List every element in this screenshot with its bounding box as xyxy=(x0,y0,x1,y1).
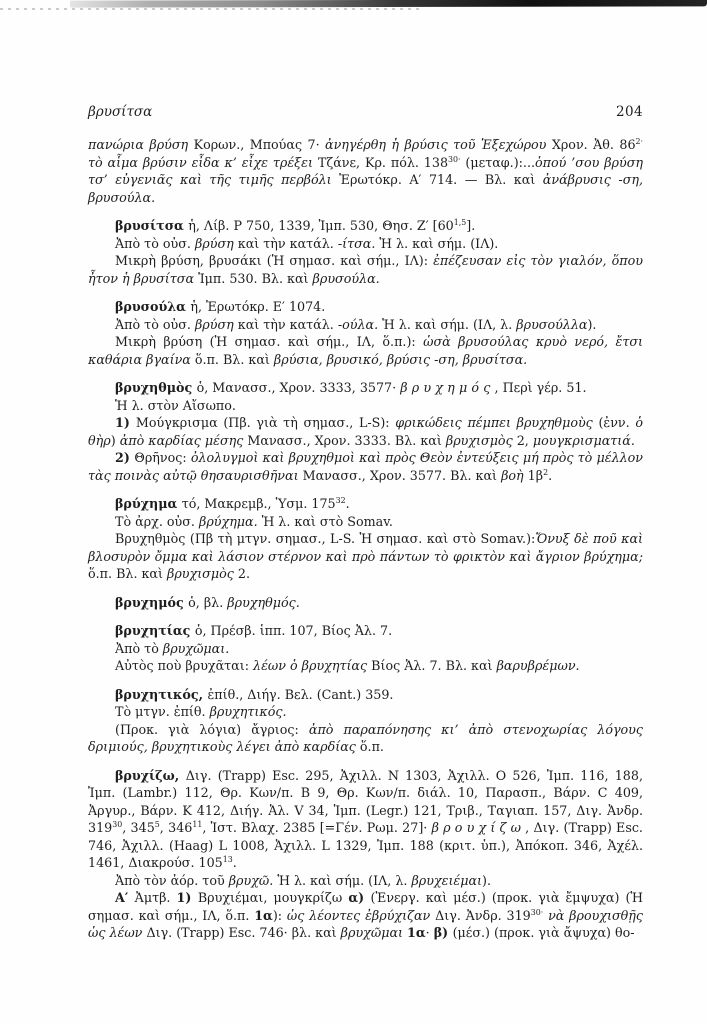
text-segment: 2, xyxy=(516,432,533,448)
text-segment: Θρῆνος: xyxy=(134,450,191,465)
dictionary-text xyxy=(88,136,643,942)
text-segment: Ἐρωτόκρ. Α′ 714. — Βλ. καὶ xyxy=(339,172,543,187)
text-paragraph xyxy=(88,235,643,253)
text-paragraph xyxy=(88,449,643,484)
text-segment: Μικρὴ βρύση, βρυσάκι (Ἡ σημασ. καὶ σήμ., ΙΛ): xyxy=(115,253,434,268)
text-segment: Ἡ λ. καὶ σήμ. (ΙΛ, λ. xyxy=(277,872,412,888)
scan-edge-artifact xyxy=(0,0,707,14)
text-segment: ἀπὸ καρδίας μέσης xyxy=(119,432,248,448)
text-segment: , 346 xyxy=(159,820,193,835)
text-segment: βρυχῶμαι. xyxy=(162,640,230,656)
text-segment: Τὸ ἀρχ. οὐσ. xyxy=(115,513,199,529)
text-segment: 2· xyxy=(635,136,644,146)
text-segment: βρουχίζω xyxy=(431,820,526,835)
text-segment: , Περὶ γέρ. 51. xyxy=(494,380,587,395)
text-segment: 1) xyxy=(115,415,136,430)
text-segment: Αὐτὸς ποὺ βρυχᾶται: xyxy=(115,658,254,673)
scan-edge-band xyxy=(70,0,707,8)
text-segment: 1,5 xyxy=(453,217,467,227)
text-segment: Ἀπὸ τὸ οὐσ. xyxy=(115,235,195,251)
text-segment: Διγ. (Trapp) Esc. 295, Ἀχιλλ. N 1303, Ἀχιλλ. O 526, Ἰμπ. 116, 188, Ἰμπ. (Lambr.) 112, Θρ. Κων/π. B 9, Θρ. Κων/π. διάλ. 10, Παρασπ., Βάρν. C 409, Ἀργυρ., Βάρν. K 412, Διήγ. Ἀλ. V 34, Ἰμπ. (Legr.) 121, Τριβ., Ταγιαπ. 157, Διγ. Ἀνδρ. 319 xyxy=(88,767,643,835)
text-segment: (μεταφ.):... xyxy=(460,154,536,170)
text-segment: 1α xyxy=(254,907,273,923)
text-paragraph xyxy=(88,414,643,449)
text-segment: ἐπίθ., Διήγ. Βελ. (Cant.) 359. xyxy=(207,686,394,702)
entry-paragraph xyxy=(88,767,643,872)
entry-paragraph xyxy=(88,379,643,397)
scan-edge-dots xyxy=(0,8,420,10)
text-segment: ἀνάβρυσις -ση, βρυσούλα. xyxy=(88,172,643,205)
text-segment: Τζάνε, Κρ. πόλ. 138 xyxy=(317,154,449,170)
text-segment: Ἡ λ. καὶ σήμ. (ΙΛ). xyxy=(379,235,499,251)
text-segment: ἀπὸ παραπόνησης κι’ ἀπὸ στενοχωρίας λόγους δριμιούς, βρυχητικοὺς λέγει ἀπὸ καρδίας xyxy=(88,721,643,754)
text-segment: ἀνηγέρθη ἡ βρύσις τοῦ Ἐξεχώρου xyxy=(325,137,552,152)
text-segment: Βίος Ἀλ. 7. Βλ. καὶ xyxy=(371,658,497,673)
text-segment: Ἀμτβ. xyxy=(134,890,177,905)
text-segment: (Ἐνεργ. καὶ μέσ.) (προκ. γιὰ ἔμψυχα) (Ἡ σημασ. καὶ σήμ., ΙΛ, ὅ.π. xyxy=(88,890,644,923)
text-segment: Ἀπὸ τὸν ἀόρ. τοῦ xyxy=(115,872,229,888)
text-paragraph xyxy=(88,316,643,334)
text-segment: 32 xyxy=(335,495,346,505)
text-paragraph xyxy=(88,889,643,942)
text-segment: Ἡ λ. στὸν Αἴσωπο. xyxy=(115,397,236,413)
text-segment: Ὄνυξ δὲ ποῦ καὶ βλοσυρὸν ὄμμα καὶ λάσιον στέρνον καὶ πρὸ πάντων τὸ φρικτὸν καὶ ἄγριον βρύχημα; xyxy=(88,531,643,564)
text-segment: βρυσούλλα xyxy=(516,316,588,332)
text-segment: ): xyxy=(272,907,287,923)
text-segment: Μανασσ., Χρον. 3577. Βλ. καὶ xyxy=(302,467,502,483)
entry-paragraph xyxy=(88,495,643,513)
text-segment: Διγ. Ἀνδρ. 319 xyxy=(435,907,531,923)
running-title: βρυσίτσα xyxy=(88,104,153,120)
text-segment: ἐπέζευσαν εἰς τὸν γιαλόν, ὅπου ἦτον ἡ βρυσίτσα xyxy=(88,253,643,286)
text-segment: 2) xyxy=(115,450,135,465)
text-segment: ἡ, Ἐρωτόκρ. Ε′ 1074. xyxy=(190,299,326,314)
text-segment: 30· xyxy=(448,154,461,164)
entry-paragraph xyxy=(88,298,643,316)
text-segment: βρυχῶμαι xyxy=(340,925,408,940)
text-segment: Ἡ λ. καὶ σήμ. (ΙΛ, λ. xyxy=(382,316,517,332)
text-segment: βρυχηθμός. xyxy=(227,594,300,610)
text-segment: ) xyxy=(110,432,120,448)
page-header xyxy=(88,104,643,120)
text-segment: τὸ αἷμα βρύσιν εἶδα κ’ εἶχε τρέξει xyxy=(88,154,318,170)
text-segment: Κορων., Μπούας 7· xyxy=(193,137,326,152)
text-paragraph xyxy=(88,530,643,583)
text-segment: βρυσίτσα xyxy=(115,218,189,233)
text-segment: ὁ θὴρ xyxy=(88,415,643,448)
text-segment: 13 xyxy=(222,854,233,864)
text-paragraph xyxy=(88,872,643,890)
text-segment: ὀλολυγμοὶ καὶ βρυχηθμοὶ καὶ πρὸς Θεὸν ἐντεύξεις μή πρὸς τὸ μέλλον τὰς ποινὰς αὐτῷ θησαυρισθῆναι xyxy=(88,450,643,483)
text-segment: ἡ, Λίβ. P 750, 1339, Ἰμπ. 530, Θησ. Ζ′ [60 xyxy=(188,218,454,233)
text-segment: βρύση xyxy=(194,235,238,251)
text-segment: 1) xyxy=(176,890,198,905)
text-segment: βαρυβρέμων. xyxy=(496,658,580,673)
text-segment: βρυχημός xyxy=(115,594,189,610)
text-segment: Μικρὴ βρύση (Ἡ σημασ. καὶ σήμ., ΙΛ, ὅ.π.): xyxy=(115,334,424,349)
text-segment: α) xyxy=(348,890,371,905)
text-paragraph xyxy=(88,721,643,756)
text-segment: · xyxy=(425,925,434,940)
text-segment: -ούλα. xyxy=(337,316,383,332)
text-segment: βρυχηθμὸς xyxy=(115,380,197,395)
entry-paragraph xyxy=(88,686,643,704)
text-segment: Τὸ μτγν. ἐπίθ. xyxy=(115,704,210,719)
text-segment: (μέσ.) (προκ. γιὰ ἄψυχα) θο- xyxy=(452,925,635,940)
text-segment: 2 xyxy=(543,467,549,477)
text-segment: βρυχημός xyxy=(400,380,495,395)
text-segment: ὡς λέοντες ἐβρύχιζαν xyxy=(286,907,436,923)
text-segment: Διγ. (Trapp) Esc. 746· βλ. καὶ xyxy=(146,925,341,940)
text-segment: ὅ.π. Βλ. καὶ xyxy=(88,566,168,581)
text-segment: ὁ, Μανασσ., Χρον. 3333, 3577· xyxy=(196,380,401,395)
text-segment: βρυχητικός. xyxy=(209,704,287,719)
entry-paragraph xyxy=(88,594,643,612)
text-segment: βρυχητίας xyxy=(115,623,195,638)
text-segment: πανώρια βρύση xyxy=(88,137,194,152)
text-segment: βρύση xyxy=(194,316,238,332)
text-paragraph xyxy=(88,657,643,675)
text-segment: 1α xyxy=(407,925,426,940)
text-segment: Ἰμπ. 530. Βλ. καὶ xyxy=(198,270,313,286)
text-segment: Χρον. Ἀθ. 86 xyxy=(551,137,636,152)
text-segment: Μούγκρισμα (Πβ. γιὰ τὴ σημασ., L-S): xyxy=(135,415,396,430)
text-segment: Ἡ λ. καὶ στὸ Somav. xyxy=(261,513,393,529)
continuation-paragraph xyxy=(88,136,643,206)
text-segment: (ἐνν. xyxy=(598,415,636,430)
text-segment: ὁ, βλ. xyxy=(188,594,228,610)
text-segment: ὡσὰ βρυσούλας κρυὸ νερό, ἔτσι καθάρια βγαίνα xyxy=(88,334,643,367)
text-segment: βρύχημα xyxy=(115,496,182,511)
text-paragraph xyxy=(88,333,643,368)
text-paragraph xyxy=(88,252,643,287)
page-number: 204 xyxy=(616,104,643,120)
text-segment: Α′ xyxy=(115,890,135,905)
text-segment: ). xyxy=(587,316,597,332)
text-segment: ὁ, Πρέσβ. ἱππ. 107, Βίος Ἀλ. 7. xyxy=(194,623,393,638)
text-segment: . xyxy=(232,855,237,870)
text-segment: Βρυχιέμαι, μουγκρίζω xyxy=(197,890,349,905)
text-segment: Ἀπὸ τὸ οὐσ. xyxy=(115,316,195,332)
text-segment: 11 xyxy=(192,819,203,829)
text-segment: . xyxy=(345,496,350,511)
text-segment: βρυχισμὸς xyxy=(167,566,238,581)
text-paragraph xyxy=(88,397,643,415)
text-segment: βρυχισμὸς xyxy=(445,432,517,448)
text-segment: βρυσούλα xyxy=(115,299,191,314)
text-segment: -ίτσα. xyxy=(337,235,380,251)
text-segment: βοὴ xyxy=(501,467,528,483)
text-segment: βρυχειέμαι xyxy=(411,872,483,888)
text-segment: 1β xyxy=(527,467,544,483)
text-segment: ]. xyxy=(466,218,476,233)
text-segment: 5 xyxy=(154,819,160,829)
text-segment: , Ἱστ. Βλαχ. 2385 [=Γέν. Ρωμ. 27]· xyxy=(202,820,432,835)
text-segment: ὁπού ’σου βρύση τσ’ εὐγενιᾶς καὶ τῆς τιμῆς περβόλι xyxy=(88,154,643,187)
text-segment: 30· xyxy=(530,907,544,917)
entry-paragraph xyxy=(88,217,643,235)
text-segment: ). xyxy=(482,872,491,888)
text-segment: β) xyxy=(433,925,453,940)
text-segment: τό, Μακρεμβ., Ὑσμ. 175 xyxy=(181,496,336,511)
text-segment: βρυχητικός, xyxy=(115,686,208,702)
text-segment: βρυχῶ. xyxy=(228,872,278,888)
entry-paragraph xyxy=(88,622,643,640)
text-paragraph xyxy=(88,640,643,658)
text-segment: Ἀπὸ τὸ xyxy=(115,640,163,656)
text-segment: Μανασσ., Χρον. 3333. Βλ. καὶ xyxy=(247,432,446,448)
text-segment: 30 xyxy=(112,819,123,829)
text-segment: βρυχίζω, xyxy=(115,767,186,783)
text-segment: , 345 xyxy=(122,820,155,835)
text-segment: 2. xyxy=(237,566,250,581)
text-segment: φρικώδεις πέμπει βρυχηθμοὺς xyxy=(395,415,599,430)
text-segment: ὅ.π. Βλ. καὶ xyxy=(194,351,274,367)
text-segment: βρύχημα. xyxy=(199,513,262,529)
text-segment: . xyxy=(548,467,553,483)
text-segment: καὶ τὴν κατάλ. xyxy=(237,316,338,332)
text-segment: λέων ὁ βρυχητίας xyxy=(253,658,372,673)
text-segment: μουγκρισματιά. xyxy=(532,432,635,448)
text-segment: (Προκ. γιὰ λόγια) ἄγριος: xyxy=(115,721,309,737)
text-segment: βρυσούλα. xyxy=(312,270,380,286)
text-paragraph xyxy=(88,513,643,531)
text-segment: ὅ.π. xyxy=(359,739,384,754)
text-paragraph xyxy=(88,703,643,721)
text-segment: βρύσια, βρυσικό, βρύσις -ση, βρυσίτσα. xyxy=(273,351,528,367)
text-segment: καὶ τὴν κατάλ. xyxy=(237,235,338,251)
text-segment: νὰ βρουχισθῇς ὡς λέων xyxy=(88,907,643,940)
text-segment: , Διγ. (Trapp) Esc. 746, Ἀχιλλ. (Haag) L 1008, Ἀχιλλ. L 1329, Ἰμπ. 188 (κριτ. ὑπ.), Ἀπόκοπ. 346, Ἀχέλ. 1461, Διακρούσ. 105 xyxy=(88,820,643,870)
text-segment: Βρυχηθμὸς (Πβ τὴ μτγν. σημασ., L-S. Ἡ σημασ. καὶ στὸ Somav.): xyxy=(115,531,536,546)
